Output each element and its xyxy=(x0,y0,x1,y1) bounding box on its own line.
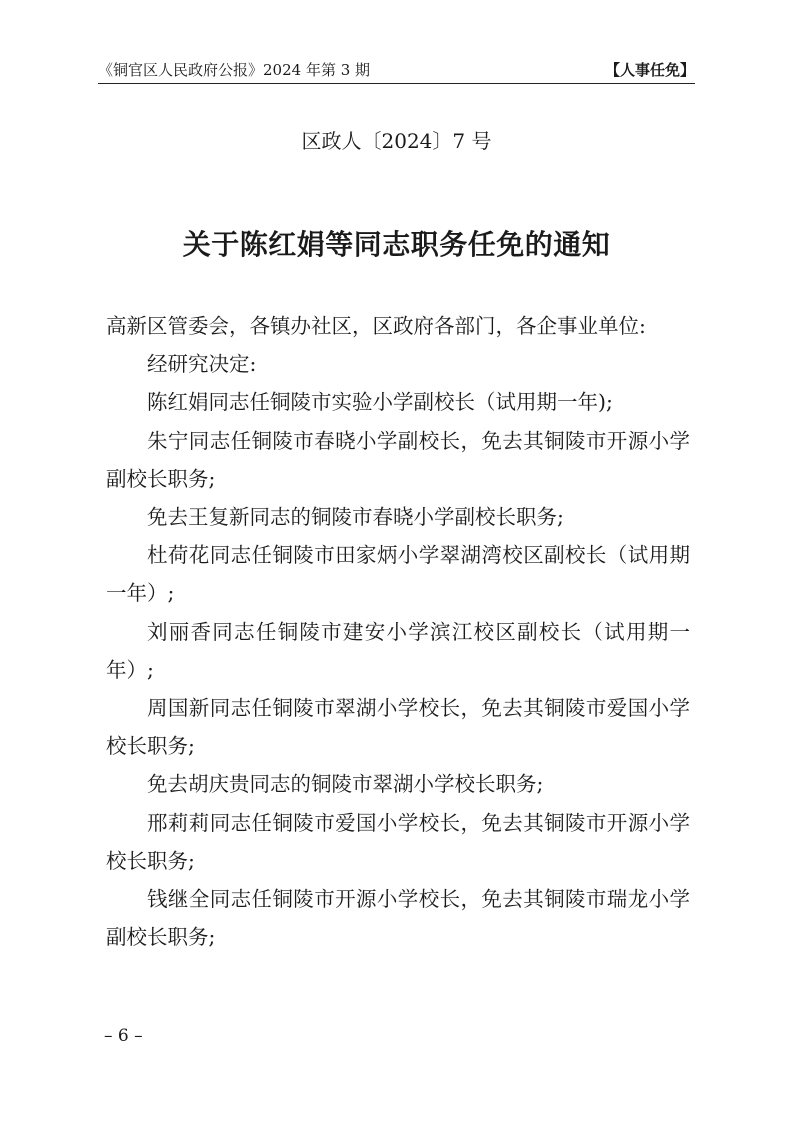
header-divider xyxy=(98,83,695,84)
body-paragraph: 陈红娟同志任铜陵市实验小学副校长（试用期一年); xyxy=(147,390,613,415)
body-paragraph: 杜荷花同志任铜陵市田家炳小学翠湖湾校区副校长（试用期一年）; xyxy=(106,543,690,606)
section-label: 【人事任免】 xyxy=(604,61,695,79)
publication-title: 《铜官区人民政府公报》2024 年第 3 期 xyxy=(98,61,371,79)
body-paragraph: 邢莉莉同志任铜陵市爱国小学校长，免去其铜陵市开源小学校长职务; xyxy=(106,810,690,873)
salutation: 高新区管委会，各镇办社区，区政府各部门，各企事业单位: xyxy=(106,314,646,338)
body-paragraph: 朱宁同志任铜陵市春晓小学副校长，免去其铜陵市开源小学副校长职务; xyxy=(106,428,690,491)
body-paragraph: 刘丽香同志任铜陵市建安小学滨江校区副校长（试用期一年）; xyxy=(106,619,690,682)
body-paragraph: 周国新同志任铜陵市翠湖小学校长，免去其铜陵市爱国小学校长职务; xyxy=(106,696,690,759)
body-paragraph: 免去胡庆贵同志的铜陵市翠湖小学校长职务; xyxy=(147,772,544,797)
body-paragraph: 免去王复新同志的铜陵市春晓小学副校长职务; xyxy=(147,505,564,530)
page-header xyxy=(98,58,695,82)
document-title: 关于陈红娟等同志职务任免的通知 xyxy=(182,228,611,261)
body-paragraph: 经研究决定: xyxy=(147,352,257,377)
document-number: 区政人〔2024〕7 号 xyxy=(301,129,492,153)
document-body xyxy=(106,307,690,956)
page-number: – 6 – xyxy=(104,1026,143,1046)
body-paragraph: 钱继全同志任铜陵市开源小学校长，免去其铜陵市瑞龙小学副校长职务; xyxy=(106,887,690,950)
